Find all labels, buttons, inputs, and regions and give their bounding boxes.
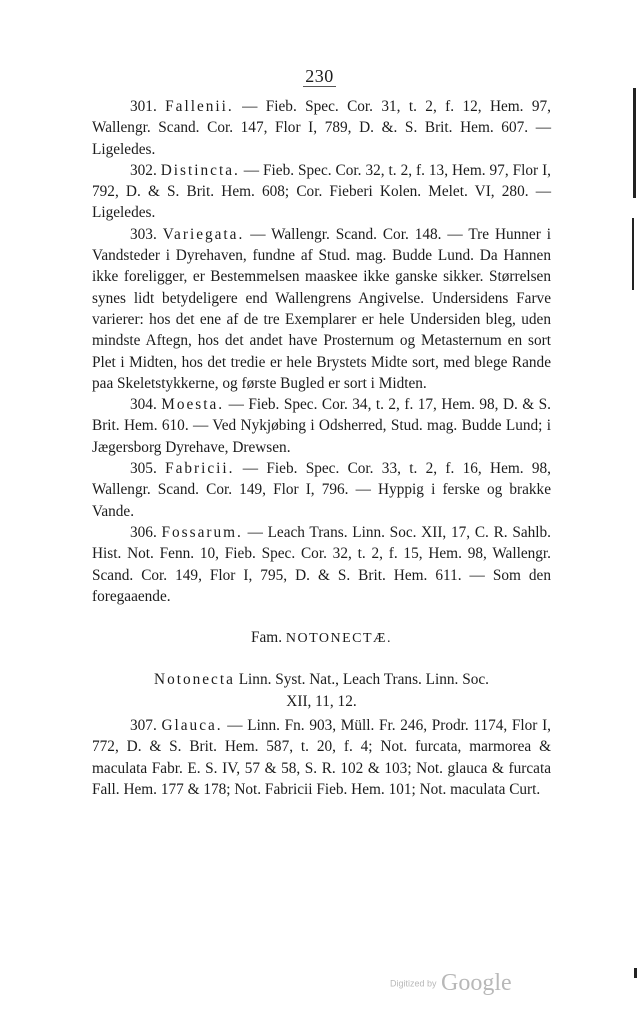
entry-text: — Linn. Fn. 903, Müll. Fr. 246, Prodr. 1174, Flor I, 772, D. & S. Brit. Hem. 587, t. 20, f. 4; Not. furcata, marmorea & maculata Fabr. E. S. IV, 57 & 58, S. R. 102 & 103; Not. glauca & furcata Fall. Hem. 177 & 178; Not. Fabricii Fieb. Hem. 101; Not. maculata Curt.: [92, 717, 551, 798]
entry-text: — Fieb. Spec. Cor. 34, t. 2, f. 17, Hem. 98, D. & S. Brit. Hem. 610. — Ved Nykjøbing i Odsherred, Stud. mag. Budde Lund; i Jægersborg Dyrehave, Drewsen.: [92, 396, 551, 456]
margin-mark-mid: [632, 218, 634, 290]
species-name: Distincta.: [160, 161, 240, 179]
species-name: Fallenii.: [165, 98, 234, 115]
genus-text-line2: XII, 11, 12.: [286, 692, 357, 710]
entry-text: — Fieb. Spec. Cor. 32, t. 2, f. 13, Hem. 97, Flor I, 792, D. & S. Brit. Hem. 608; Cor. Fieberi Kolen. Melet. VI, 280. — Ligeledes.: [92, 161, 551, 222]
entry-306: [92, 522, 551, 607]
page-number: [0, 66, 639, 87]
species-name: Fabricii.: [165, 460, 235, 478]
species-name: Fossarum.: [161, 523, 243, 541]
species-name: Glauca.: [161, 717, 223, 735]
entry-number: 303.: [130, 225, 157, 243]
family-prefix: Fam.: [251, 629, 283, 647]
genus-text: Linn. Syst. Nat., Leach Trans. Linn. Soc.: [234, 671, 489, 689]
entry-number: 301.: [130, 98, 157, 115]
genus-name: Notonecta: [154, 671, 235, 689]
entry-text: — Leach Trans. Linn. Soc. XII, 17, C. R. Sahlb. Hist. Not. Fenn. 10, Fieb. Spec. Cor. 32, t. 2, f. 15, Hem. 98, Wallengr. Scand. Cor. 149, Flor I, 795, D. & S. Brit. Hem. 611. — Som den foregaaende.: [92, 523, 551, 605]
watermark-logo: Google: [440, 970, 512, 996]
watermark-small: Digitized by: [390, 978, 437, 989]
entry-301: [92, 96, 551, 160]
entry-text: — Fieb. Spec. Cor. 33, t. 2, f. 16, Hem. 98, Wallengr. Scand. Cor. 149, Flor I, 796. — Hyppig i ferske og brakke Vande.: [92, 460, 551, 520]
entry-text: — Fieb. Spec. Cor. 31, t. 2, f. 12, Hem. 97, Wallengr. Scand. Cor. 147, Flor I, 789, D. &. S. Brit. Hem. 607. — Ligeledes.: [92, 98, 551, 158]
entry-302: [92, 160, 551, 224]
google-watermark: [390, 970, 512, 997]
entry-303: [92, 224, 551, 394]
page-number-text: 230: [305, 66, 334, 86]
entry-number: 302.: [130, 161, 157, 179]
genus-heading: [92, 669, 551, 712]
entry-text: — Wallengr. Scand. Cor. 148. — Tre Hunner i Vandsteder i Dyrehaven, fundne af Stud. mag. Budde Lund. Da Hannen ikke foreligger, er Bestemmelsen maaskee ikke ganske sikker. Størrelsen synes lidt betydeligere end Wallengrens Angivelse. Undersidens Farve varierer: hos det ene af de tre Exemplarer er hele Undersiden bleg, uden mindste Aftegn, hos det andet have Prosternum og Metasternum en sort Plet i Midten, hos det tredie er hele Brystets Midte sort, med blege Rande paa Skeletstykkerne, og første Bugled er sort i Midten.: [92, 225, 551, 392]
entry-number: 307.: [130, 717, 157, 735]
species-name: Variegata.: [162, 225, 245, 243]
entry-305: [92, 458, 551, 522]
margin-mark-bottom: [634, 968, 637, 978]
family-heading: [92, 627, 551, 649]
entry-number: 304.: [130, 396, 157, 414]
entry-number: 306.: [130, 523, 157, 541]
entry-307: [92, 715, 551, 800]
entry-number: 305.: [130, 460, 157, 478]
text-column: [92, 96, 551, 800]
species-name: Moesta.: [161, 396, 225, 414]
margin-mark-top: [633, 88, 636, 198]
family-name: NOTONECTÆ.: [285, 631, 392, 647]
entry-304: [92, 394, 551, 458]
